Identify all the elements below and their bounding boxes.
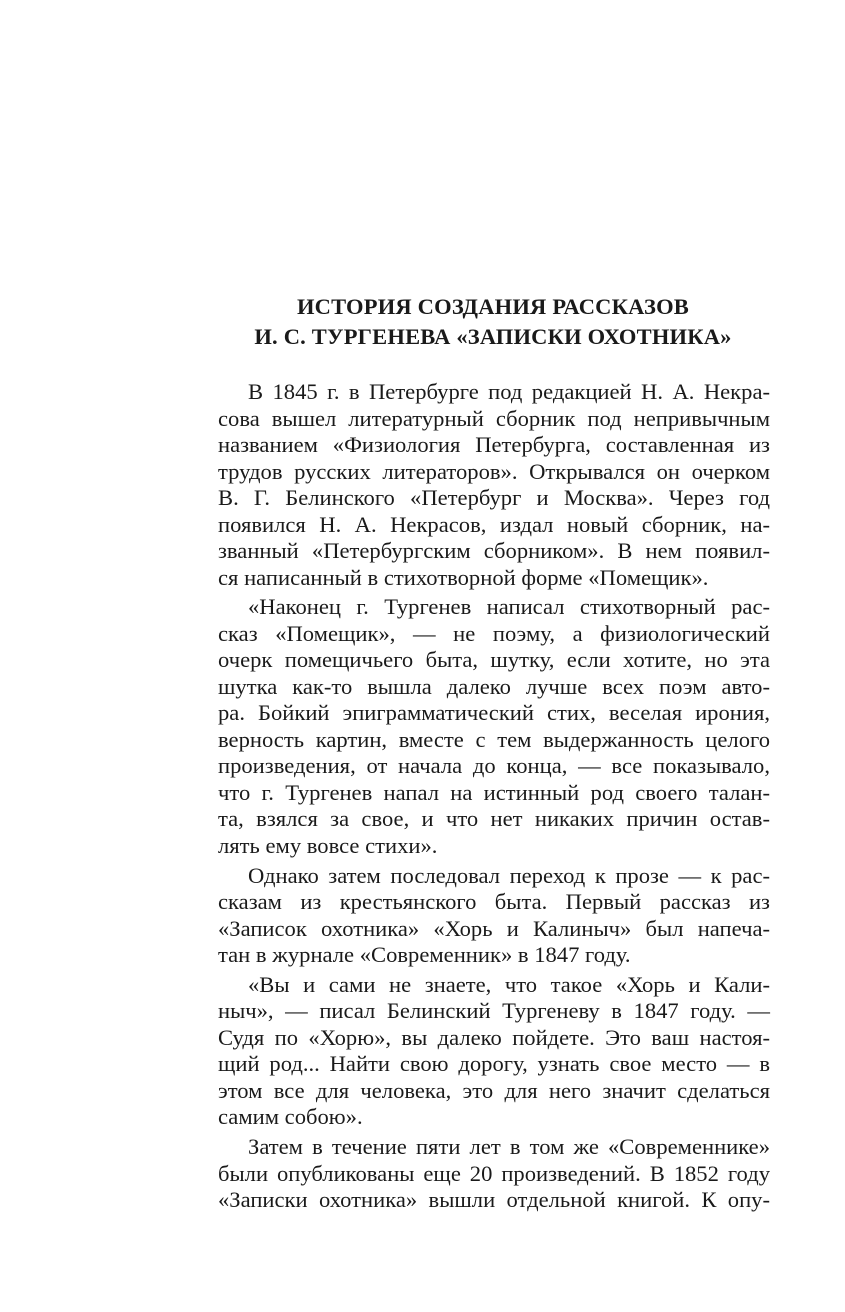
text-line: званный «Петербургским сборником». В нем появил- bbox=[218, 538, 770, 563]
text-line: щий род... Найти свою дорогу, узнать свое место — в bbox=[218, 1051, 770, 1077]
text-line: сказ «Помещик», — не поэму, а физиологический bbox=[218, 620, 770, 646]
text-line: очерк помещичьего быта, шутку, если хотите, но эта bbox=[218, 647, 770, 673]
chapter-heading bbox=[218, 292, 768, 352]
text-line: сказам из крестьянского быта. Первый рассказ из bbox=[218, 889, 770, 915]
paragraph bbox=[218, 594, 770, 859]
paragraph bbox=[218, 972, 770, 1131]
text-line: тан в журнале «Современник» в 1847 году. bbox=[218, 942, 631, 968]
text-line: названием «Физиология Петербурга, составленная из bbox=[218, 432, 770, 457]
heading-line-2: И. С. ТУРГЕНЕВА «ЗАПИСКИ ОХОТНИКА» bbox=[254, 324, 732, 349]
body-text bbox=[218, 379, 770, 1217]
text-line: лять ему вовсе стихи». bbox=[218, 832, 438, 858]
paragraph bbox=[218, 1134, 770, 1214]
text-line: «Записки охотника» вышли отдельной книгой. К опу- bbox=[218, 1187, 770, 1213]
text-line: Однако затем последовал переход к прозе — к рас- bbox=[248, 862, 770, 888]
text-line: этом все для человека, это для него значит сделаться bbox=[218, 1077, 770, 1103]
text-line: сова вышел литературный сборник под непривычным bbox=[218, 405, 770, 431]
text-line: та, взялся за свое, и что нет никаких причин остав- bbox=[218, 806, 770, 832]
text-line: ра. Бойкий эпиграмматический стих, веселая ирония, bbox=[218, 700, 770, 726]
text-line: трудов русских литераторов». Открывался он очерком bbox=[218, 458, 770, 484]
text-line: были опубликованы еще 20 произведений. В 1852 году bbox=[218, 1160, 770, 1186]
text-line: произведения, от начала до конца, — все показывало, bbox=[218, 753, 770, 779]
text-line: ныч», — писал Белинский Тургеневу в 1847 году. — bbox=[218, 998, 770, 1024]
text-line: Судя по «Хорю», вы далеко пойдете. Это ваш настоя- bbox=[218, 1024, 770, 1050]
text-line: самим собою». bbox=[218, 1104, 363, 1130]
text-line: что г. Тургенев напал на истинный род своего талан- bbox=[218, 779, 770, 805]
text-line: В. Г. Белинского «Петербург и Москва». Через год bbox=[218, 485, 770, 510]
text-line: ся написанный в стихотворной форме «Помещик». bbox=[218, 564, 709, 590]
text-line: верность картин, вместе с тем выдержанность целого bbox=[218, 726, 770, 752]
paragraph bbox=[218, 379, 770, 591]
heading-line-1: ИСТОРИЯ СОЗДАНИЯ РАССКАЗОВ bbox=[296, 294, 690, 319]
text-line: появился Н. А. Некрасов, издал новый сборник, на- bbox=[218, 511, 770, 537]
paragraph bbox=[218, 863, 770, 969]
text-line: Затем в течение пяти лет в том же «Современнике» bbox=[248, 1134, 770, 1160]
text-line: «Вы и сами не знаете, что такое «Хорь и Кали- bbox=[248, 971, 770, 997]
text-line: В 1845 г. в Петербурге под редакцией Н. А. Некра- bbox=[248, 379, 770, 404]
text-line: шутка как-то вышла далеко лучше всех поэм авто- bbox=[218, 673, 770, 699]
text-line: «Записок охотника» «Хорь и Калиныч» был напеча- bbox=[218, 915, 770, 941]
text-line: «Наконец г. Тургенев написал стихотворный рас- bbox=[248, 594, 770, 620]
